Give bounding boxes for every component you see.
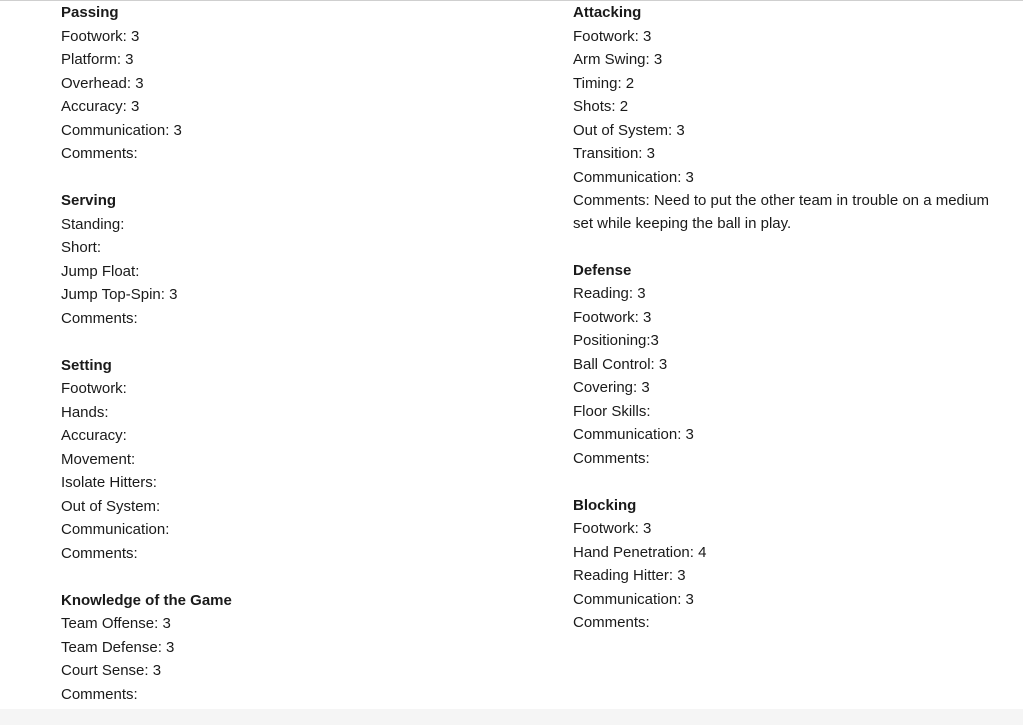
rating-line: Footwork: 3 [61, 27, 140, 45]
rating-line: Communication: 3 [573, 590, 694, 608]
rating-line: Team Offense: 3 [61, 615, 171, 632]
rating-line: Communication: 3 [573, 426, 694, 443]
section-attacking [573, 1, 993, 235]
section-title: Blocking [573, 496, 637, 514]
section-passing [61, 1, 521, 166]
rating-line: Out of System: [61, 497, 161, 515]
rating-line: Standing: [61, 215, 125, 233]
section-serving [61, 189, 521, 330]
rating-line: Hands: [61, 403, 109, 421]
section-defense [573, 259, 993, 471]
comments-line: Comments: [61, 544, 138, 562]
rating-line: Jump Top-Spin: 3 [61, 286, 178, 303]
section-title: Knowledge of the Game [61, 591, 232, 609]
comments-line: Comments: [61, 685, 138, 703]
rating-line: Transition: 3 [573, 145, 655, 162]
comments-line: Comments: [573, 449, 650, 467]
section-title: Passing [61, 4, 119, 21]
rating-line: Movement: [61, 450, 136, 468]
rating-line: Team Defense: 3 [61, 638, 175, 656]
rating-line: Court Sense: 3 [61, 662, 162, 679]
rating-line: Out of System: 3 [573, 121, 685, 139]
rating-line: Footwork: 3 [573, 27, 652, 45]
section-setting [61, 354, 521, 566]
rating-line: Isolate Hitters: [61, 474, 157, 491]
rating-line: Floor Skills: [573, 402, 651, 420]
rating-line: Covering: 3 [573, 379, 650, 396]
rating-line: Arm Swing: 3 [573, 51, 663, 68]
section-spacer [61, 330, 521, 354]
rating-line: Accuracy: 3 [61, 98, 140, 115]
section-blocking [573, 494, 993, 635]
rating-line: Footwork: 3 [573, 520, 652, 537]
left-column [61, 1, 521, 706]
section-title: Attacking [573, 4, 642, 21]
section-spacer [573, 470, 993, 494]
rating-line: Timing: 2 [573, 74, 635, 92]
section-title: Setting [61, 356, 112, 374]
rating-line: Reading: 3 [573, 285, 646, 302]
rating-line: Overhead: 3 [61, 74, 144, 92]
section-title: Serving [61, 192, 117, 209]
comments-text: Comments: Need to put the other team in trouble on a medium set while keeping the ball in play. [573, 192, 990, 232]
rating-line: Ball Control: 3 [573, 355, 668, 373]
rating-line: Communication: 3 [61, 121, 182, 139]
right-column [573, 1, 993, 635]
comments-line: Comments: [61, 145, 138, 162]
rating-line: Communication: 3 [573, 168, 694, 186]
section-spacer [61, 166, 521, 190]
rating-line: Hand Penetration: 4 [573, 543, 707, 561]
section-knowledge-of-the-game [61, 589, 521, 707]
rating-line: Positioning:3 [573, 332, 659, 349]
rating-line: Short: [61, 239, 102, 256]
rating-line: Accuracy: [61, 427, 127, 444]
rating-line: Reading Hitter: 3 [573, 567, 686, 584]
section-spacer [61, 565, 521, 589]
rating-line: Communication: [61, 521, 170, 538]
section-title: Defense [573, 261, 632, 279]
comments-line: Comments: [61, 309, 138, 327]
rating-line: Jump Float: [61, 262, 140, 280]
rating-line: Platform: 3 [61, 51, 134, 68]
rating-line: Shots: 2 [573, 98, 629, 115]
comments-line: Comments: [573, 614, 650, 631]
section-spacer [573, 235, 993, 259]
rating-line: Footwork: [61, 380, 127, 397]
rating-line: Footwork: 3 [573, 308, 652, 326]
